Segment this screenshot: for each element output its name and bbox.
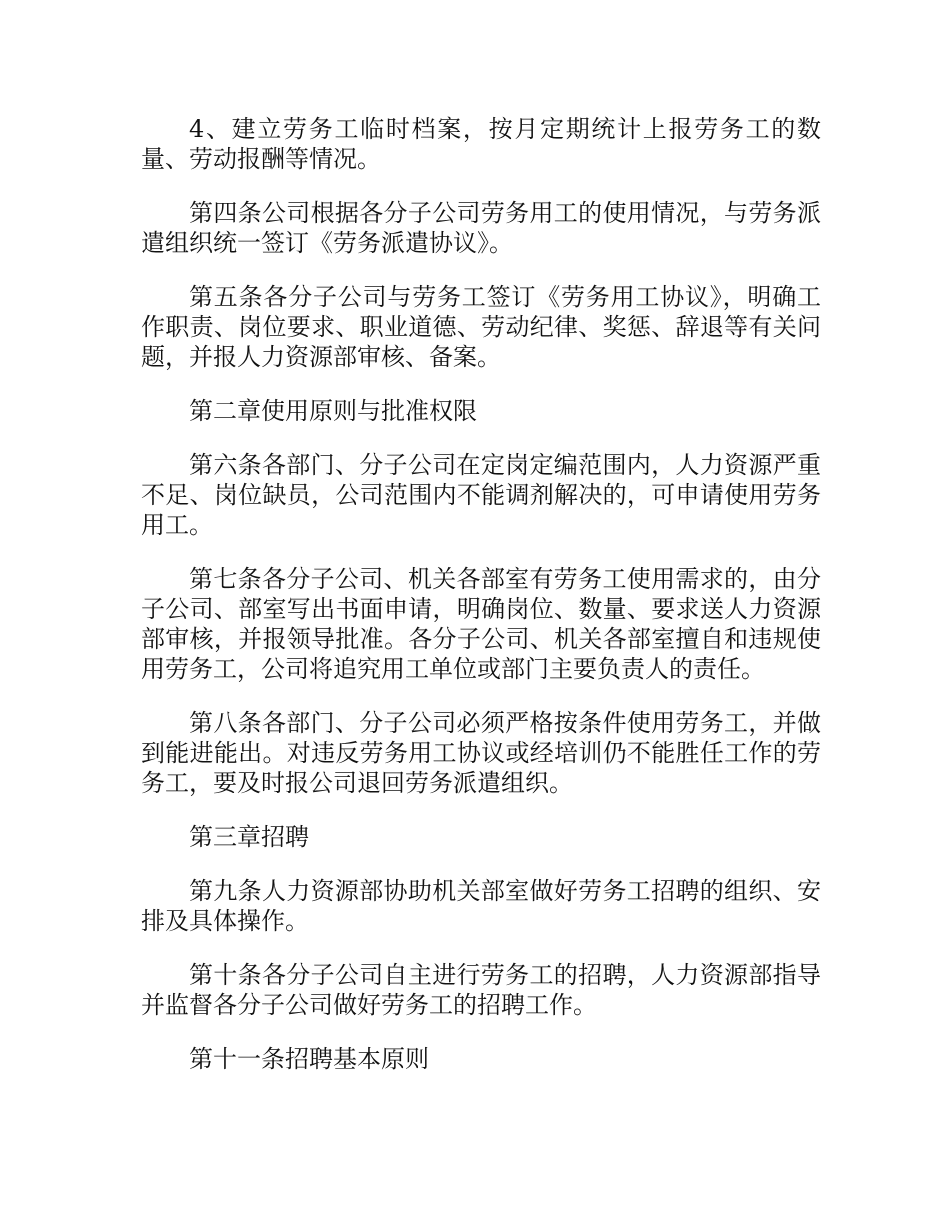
paragraph-article-10: 第十条各分子公司自主进行劳务工的招聘，人力资源部指导并监督各分子公司做好劳务工的招聘工作。 <box>141 961 821 1019</box>
chapter-3-heading: 第三章招聘 <box>189 823 309 851</box>
paragraph-archive-record: 4、建立劳务工临时档案，按月定期统计上报劳务工的数量、劳动报酬等情况。 <box>141 115 821 173</box>
chapter-2-heading: 第二章使用原则与批准权限 <box>189 397 477 425</box>
article-11-heading: 第十一条招聘基本原则 <box>189 1045 429 1073</box>
paragraph-article-6: 第六条各部门、分子公司在定岗定编范围内，人力资源严重不足、岗位缺员，公司范围内不能调剂解决的，可申请使用劳务用工。 <box>141 451 821 539</box>
paragraph-article-8: 第八条各部门、分子公司必须严格按条件使用劳务工，并做到能进能出。对违反劳务用工协议或经培训仍不能胜任工作的劳务工，要及时报公司退回劳务派遣组织。 <box>141 709 821 797</box>
paragraph-article-9: 第九条人力资源部协助机关部室做好劳务工招聘的组织、安排及具体操作。 <box>141 877 821 935</box>
paragraph-article-4: 第四条公司根据各分子公司劳务用工的使用情况，与劳务派遣组织统一签订《劳务派遣协议》。 <box>141 199 821 257</box>
paragraph-article-5: 第五条各分子公司与劳务工签订《劳务用工协议》，明确工作职责、岗位要求、职业道德、劳动纪律、奖惩、辞退等有关问题，并报人力资源部审核、备案。 <box>141 283 821 371</box>
paragraph-article-7: 第七条各分子公司、机关各部室有劳务工使用需求的，由分子公司、部室写出书面申请，明确岗位、数量、要求送人力资源部审核，并报领导批准。各分子公司、机关各部室擅自和违规使用劳务工，公司将追究用工单位或部门主要负责人的责任。 <box>141 565 821 683</box>
document-body <box>141 114 821 1098</box>
